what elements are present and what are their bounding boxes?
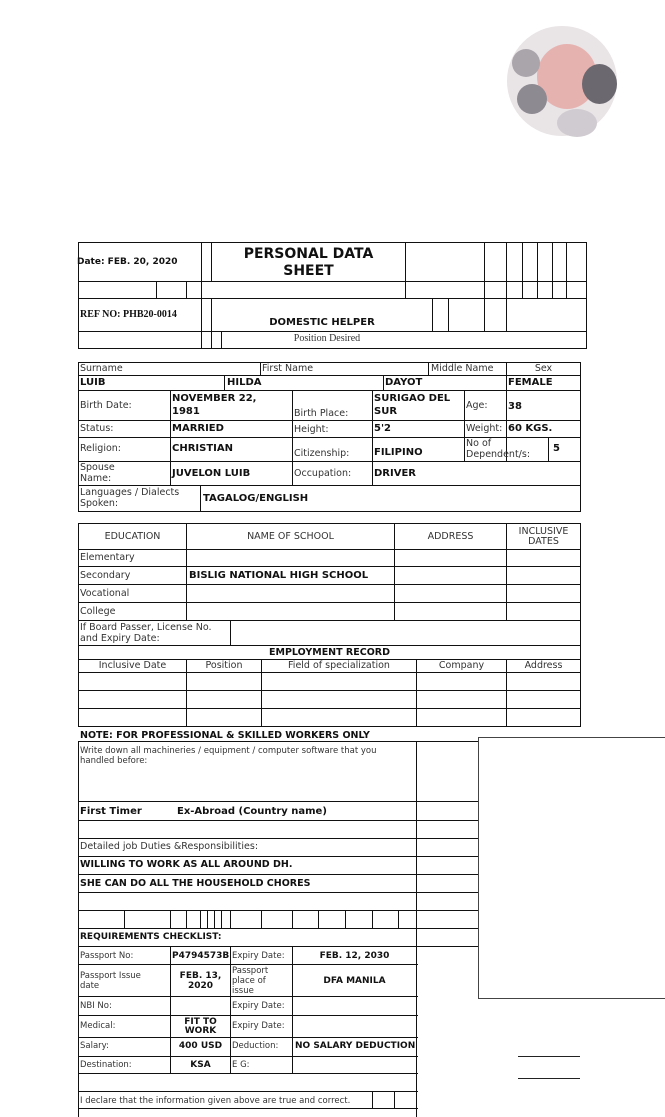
surname-value: LUIB bbox=[80, 377, 106, 388]
medical-line2: WORK bbox=[184, 1026, 217, 1036]
spouse-label-line2: Name: bbox=[80, 473, 112, 484]
birth-place-line1: SURIGAO DEL bbox=[374, 393, 451, 404]
declaration-text: I declare that the information given above are true and correct. bbox=[80, 1096, 351, 1106]
medical-line1: FIT TO bbox=[184, 1017, 217, 1027]
spouse-value: JUVELON LUIB bbox=[172, 468, 251, 479]
passport-no-value: P4794573B bbox=[172, 951, 230, 961]
ex-abroad-label: Ex-Abroad (Country name) bbox=[177, 806, 327, 817]
birth-date-line2: 1981 bbox=[172, 406, 200, 417]
birth-place-label: Birth Place: bbox=[294, 408, 349, 419]
duty-line2: SHE CAN DO ALL THE HOUSEHOLD CHORES bbox=[80, 878, 311, 889]
place-issue-label-line3: issue bbox=[232, 986, 254, 996]
religion-label: Religion: bbox=[80, 443, 122, 454]
birth-date-line1: NOVEMBER 22, bbox=[172, 393, 257, 404]
edu-row-college: College bbox=[80, 606, 116, 617]
edu-row-secondary: Secondary bbox=[80, 570, 131, 581]
languages-label-line2: Spoken: bbox=[80, 498, 119, 509]
eg-label: E G: bbox=[232, 1060, 250, 1070]
spouse-label-line1: Spouse bbox=[80, 462, 115, 473]
height-label: Height: bbox=[294, 424, 329, 435]
status-label: Status: bbox=[80, 423, 114, 434]
overlay-marks bbox=[478, 1050, 588, 1090]
occupation-value: DRIVER bbox=[374, 468, 416, 479]
passport-expiry-value: FEB. 12, 2030 bbox=[319, 951, 390, 961]
emp-header-address: Address bbox=[524, 660, 563, 671]
salary-label: Salary: bbox=[80, 1041, 109, 1051]
citizenship-value: FILIPINO bbox=[374, 447, 423, 458]
place-issue-label-line2: place of bbox=[232, 976, 266, 986]
write-down-line2: handled before: bbox=[80, 756, 148, 766]
nbi-label: NBI No: bbox=[80, 1001, 112, 1011]
requirements-title: REQUIREMENTS CHECKLIST: bbox=[80, 932, 222, 942]
professional-note: NOTE: FOR PROFESSIONAL & SKILLED WORKERS ONLY bbox=[80, 730, 370, 741]
secondary-school-value: BISLIG NATIONAL HIGH SCHOOL bbox=[189, 570, 369, 581]
issue-date-line1: FEB. 13, bbox=[179, 971, 222, 981]
issue-date-label-line2: date bbox=[80, 981, 100, 991]
medical-label: Medical: bbox=[80, 1021, 116, 1031]
position-desired-value: DOMESTIC HELPER bbox=[269, 317, 375, 328]
dependents-label-line1: No of bbox=[466, 438, 492, 449]
job-duties-label: Detailed job Duties &Responsibilities: bbox=[80, 841, 259, 852]
edu-header-address: ADDRESS bbox=[427, 531, 474, 542]
form-title-line2: SHEET bbox=[283, 263, 334, 279]
nbi-expiry-label: Expiry Date: bbox=[232, 1001, 285, 1011]
edu-header-inclusive: INCLUSIVE bbox=[518, 526, 569, 537]
passport-expiry-label: Expiry Date: bbox=[232, 951, 285, 961]
position-desired-label: Position Desired bbox=[293, 333, 361, 344]
emp-header-company: Company bbox=[438, 660, 485, 671]
sex-label: Sex bbox=[534, 363, 553, 374]
emp-header-field: Field of specialization bbox=[288, 660, 390, 671]
destination-value: KSA bbox=[190, 1060, 211, 1070]
dependents-label-line2: Dependent/s: bbox=[466, 449, 531, 460]
dependents-value: 5 bbox=[553, 443, 560, 454]
birth-date-label: Birth Date: bbox=[80, 400, 132, 411]
place-issue-label-line1: Passport bbox=[232, 966, 269, 976]
date-text: Date: FEB. 20, 2020 bbox=[77, 257, 178, 267]
passport-no-label: Passport No: bbox=[80, 951, 134, 961]
weight-label: Weight: bbox=[466, 423, 503, 434]
deduction-value: NO SALARY DEDUCTION bbox=[295, 1041, 416, 1051]
occupation-label: Occupation: bbox=[294, 468, 352, 479]
weight-value: 60 KGS. bbox=[508, 423, 553, 434]
emp-header-inclusive: Inclusive Date bbox=[98, 660, 167, 671]
edu-row-vocational: Vocational bbox=[80, 588, 130, 599]
form-title-line1: PERSONAL DATA bbox=[243, 246, 374, 262]
middle-name-label: Middle Name bbox=[431, 363, 494, 374]
languages-value: TAGALOG/ENGLISH bbox=[203, 493, 309, 504]
edu-header-education: EDUCATION bbox=[104, 531, 161, 542]
surname-label: Surname bbox=[80, 363, 123, 374]
duty-line1: WILLING TO WORK AS ALL AROUND DH. bbox=[80, 859, 293, 870]
emp-header-position: Position bbox=[205, 660, 243, 671]
medical-expiry-label: Expiry Date: bbox=[232, 1021, 285, 1031]
edu-row-elementary: Elementary bbox=[80, 552, 135, 563]
board-passer-label-line2: and Expiry Date: bbox=[80, 633, 160, 644]
sex-value: FEMALE bbox=[508, 377, 553, 388]
first-name-value: HILDA bbox=[227, 377, 262, 388]
place-issue-value: DFA MANILA bbox=[323, 976, 386, 986]
citizenship-label: Citizenship: bbox=[294, 448, 350, 459]
age-label: Age: bbox=[466, 400, 488, 411]
write-down-line1: Write down all machineries / equipment / computer software that you bbox=[80, 746, 377, 756]
overlay-blank-box bbox=[478, 737, 665, 999]
destination-label: Destination: bbox=[80, 1060, 132, 1070]
first-name-label: First Name bbox=[262, 363, 314, 374]
edu-header-school: NAME OF SCHOOL bbox=[247, 531, 334, 542]
issue-date-label-line1: Passport Issue bbox=[80, 971, 141, 981]
status-value: MARRIED bbox=[172, 423, 224, 434]
applicant-photo bbox=[497, 14, 637, 154]
religion-value: CHRISTIAN bbox=[172, 443, 233, 454]
first-timer-label: First Timer bbox=[80, 806, 142, 817]
ref-no: REF NO: PHB20-0014 bbox=[80, 309, 177, 320]
middle-name-value: DAYOT bbox=[385, 377, 423, 388]
languages-label-line1: Languages / Dialects bbox=[80, 487, 180, 498]
age-value: 38 bbox=[508, 401, 522, 412]
height-value: 5'2 bbox=[374, 423, 391, 434]
salary-value: 400 USD bbox=[178, 1041, 223, 1051]
birth-place-line2: SUR bbox=[374, 406, 398, 417]
issue-date-line2: 2020 bbox=[187, 981, 214, 991]
employment-title: EMPLOYMENT RECORD bbox=[269, 647, 390, 658]
edu-header-dates: DATES bbox=[528, 536, 559, 547]
deduction-label: Deduction: bbox=[232, 1041, 279, 1051]
board-passer-label-line1: If Board Passer, License No. bbox=[80, 622, 212, 633]
